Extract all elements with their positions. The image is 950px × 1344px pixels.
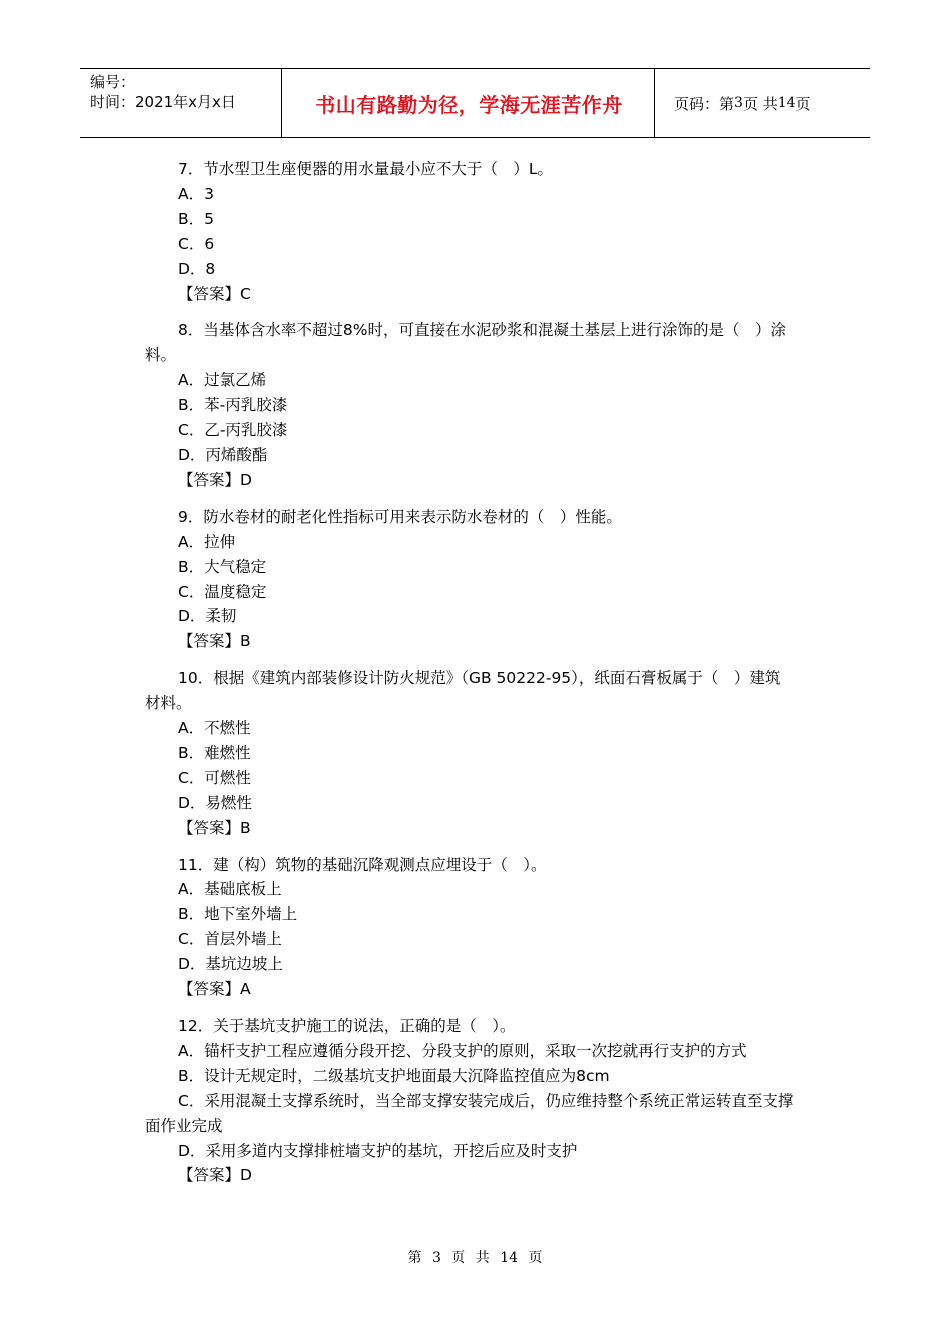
option-a: A．过氯乙烯: [178, 371, 267, 390]
option-d: D．采用多道内支撑排桩墙支护的基坑，开挖后应及时支护: [178, 1141, 578, 1160]
option-b: B．5: [178, 209, 214, 228]
page-code-mid: 页 共: [742, 94, 778, 113]
answer: 【答案】C: [178, 284, 251, 303]
answer: 【答案】B: [178, 632, 251, 651]
document-time-label: 时间：2021年x月x日: [90, 93, 236, 111]
question-8: [145, 318, 795, 492]
page-code-total: 14: [777, 95, 796, 111]
option-c: C．采用混凝土支撑系统时，当全部支撑安装完成后，仍应维持整个系统正常运转直至支撑面作业完成: [145, 1091, 794, 1135]
option-c: C．可燃性: [178, 768, 251, 787]
option-a: A．3: [178, 184, 214, 203]
option-b: B．大气稳定: [178, 557, 267, 576]
question-12: [145, 1014, 795, 1188]
option-a: A．锚杆支护工程应遵循分段开挖、分段支护的原则，采取一次挖就再行支护的方式: [178, 1041, 747, 1060]
answer: 【答案】A: [178, 980, 251, 999]
option-d: D．8: [178, 259, 216, 278]
option-c: C．6: [178, 234, 215, 253]
question-stem: 8．当基体含水率不超过8%时，可直接在水泥砂浆和混凝土基层上进行涂饰的是（ ）涂料。: [145, 321, 786, 365]
option-a: A．不燃性: [178, 719, 251, 738]
option-a: A．基础底板上: [178, 880, 282, 899]
question-stem: 11．建（构）筑物的基础沉降观测点应埋设于（ ）。: [178, 855, 547, 874]
header-motto-cell: [283, 69, 655, 137]
question-stem: 9．防水卷材的耐老化性指标可用来表示防水卷材的（ ）性能。: [178, 507, 622, 526]
question-list: [145, 157, 795, 1188]
question-stem: 10．根据《建筑内部装修设计防火规范》（GB 50222-95），纸面石膏板属于（ ）建筑材料。: [145, 669, 781, 713]
question-10: [145, 666, 795, 840]
option-d: D．柔韧: [178, 607, 237, 626]
document-number-label: 编号：: [90, 73, 136, 91]
option-c: C．首层外墙上: [178, 930, 282, 949]
option-c: C．温度稳定: [178, 582, 267, 601]
header-meta: [90, 72, 236, 112]
answer: 【答案】B: [178, 818, 251, 837]
option-b: B．设计无规定时，二级基坑支护地面最大沉降监控值应为8cm: [178, 1066, 610, 1085]
option-d: D．易燃性: [178, 793, 252, 812]
page-footer: 第 3 页 共 14 页: [407, 1250, 543, 1266]
option-b: B．难燃性: [178, 743, 251, 762]
answer: 【答案】D: [178, 470, 252, 489]
header-page-code: [665, 69, 811, 137]
page-header: [80, 68, 870, 138]
option-b: B．地下室外墙上: [178, 905, 298, 924]
option-a: A．拉伸: [178, 532, 236, 551]
question-stem: 7．节水型卫生座便器的用水量最小应不大于（ ）L。: [178, 160, 553, 178]
header-divider-left: [281, 69, 282, 137]
question-11: [145, 853, 795, 1002]
option-d: D．基坑边坡上: [178, 955, 283, 974]
header-motto: 书山有路勤为径，学海无涯苦作舟: [315, 92, 623, 117]
page-code-number: 3: [734, 95, 743, 111]
answer: 【答案】D: [178, 1166, 252, 1185]
page-code-end: 页: [795, 94, 811, 113]
question-stem: 12．关于基坑支护施工的说法，正确的是（ ）。: [178, 1017, 516, 1035]
option-d: D．丙烯酸酯: [178, 445, 268, 464]
question-7: [145, 157, 795, 306]
page-code-label: 页码：第: [674, 94, 735, 113]
question-9: [145, 505, 795, 654]
option-b: B．苯-丙乳胶漆: [178, 396, 288, 415]
option-c: C．乙-丙乳胶漆: [178, 421, 288, 440]
